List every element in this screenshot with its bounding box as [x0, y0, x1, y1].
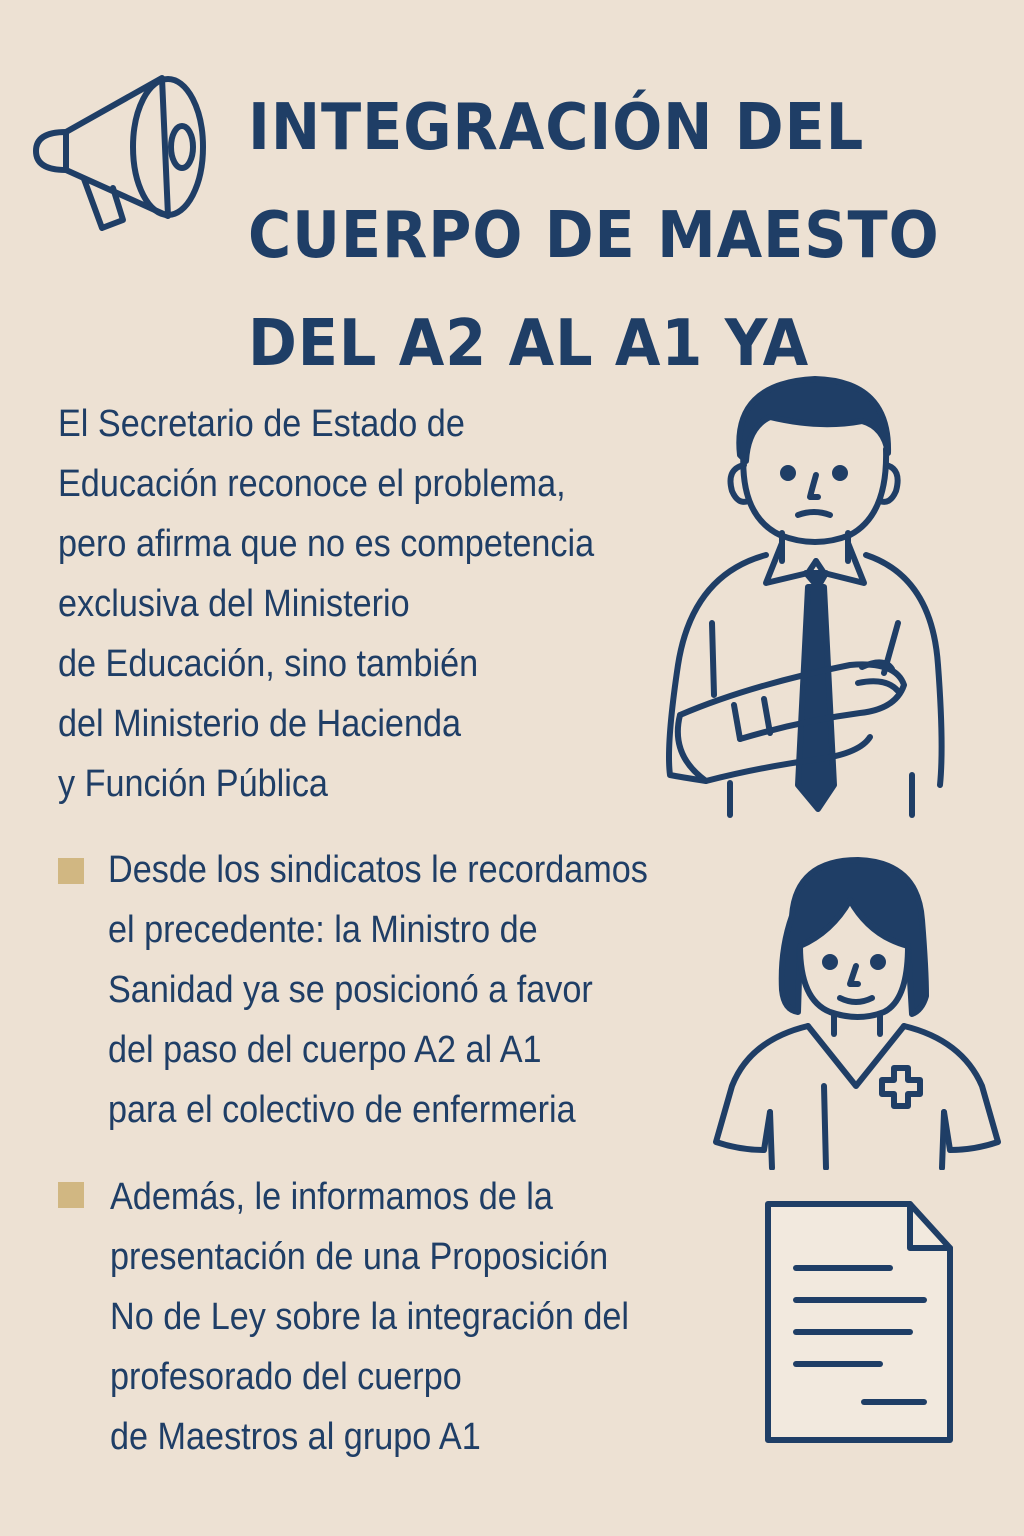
- intro-paragraph: [58, 394, 670, 814]
- title-line: CUERPO DE MAESTO: [248, 199, 940, 273]
- megaphone-icon: [22, 40, 232, 250]
- bullet-square: [58, 858, 84, 884]
- bullet-line: Además, le informamos de la: [110, 1176, 553, 1218]
- bullet-line: para el colectivo de enfermeria: [108, 1089, 576, 1131]
- bullet-line: de Maestros al grupo A1: [110, 1416, 481, 1458]
- bullet-line: presentación de una Proposición: [110, 1236, 609, 1278]
- man-arms-crossed-icon: [640, 365, 980, 825]
- intro-line: del Ministerio de Hacienda: [58, 703, 462, 745]
- page-title: [248, 74, 947, 398]
- intro-line: El Secretario de Estado de: [58, 403, 465, 445]
- intro-line: y Función Pública: [58, 763, 328, 805]
- bullet-line: profesorado del cuerpo: [110, 1356, 462, 1398]
- title-line: DEL A2 AL A1 YA: [248, 307, 810, 381]
- bullet-line: Sanidad ya se posicionó a favor: [108, 969, 593, 1011]
- bullet-line: del paso del cuerpo A2 al A1: [108, 1029, 542, 1071]
- bullet-item: [108, 840, 738, 1140]
- title-line: INTEGRACIÓN DEL: [248, 91, 865, 165]
- bullet-line: el precedente: la Ministro de: [108, 909, 538, 951]
- bullet-square: [58, 1182, 84, 1208]
- nurse-icon: [700, 850, 1010, 1170]
- intro-line: de Educación, sino también: [58, 643, 479, 685]
- document-icon: [760, 1190, 960, 1450]
- bullet-line: No de Ley sobre la integración del: [110, 1296, 630, 1338]
- intro-line: pero afirma que no es competencia: [58, 523, 595, 565]
- intro-line: Educación reconoce el problema,: [58, 463, 566, 505]
- bullet-item: [110, 1167, 740, 1467]
- bullet-line: Desde los sindicatos le recordamos: [108, 849, 648, 891]
- intro-line: exclusiva del Ministerio: [58, 583, 410, 625]
